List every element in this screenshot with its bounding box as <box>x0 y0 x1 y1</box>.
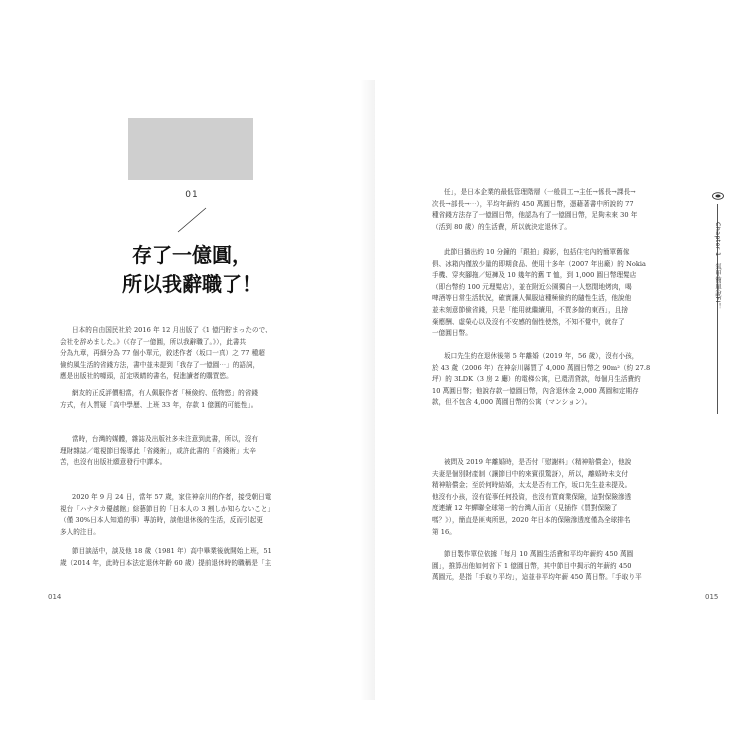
text-line: 當時，台灣的媒體，雜誌及出版社多未注意到此書，所以，沒有 <box>72 435 259 443</box>
text-line: 種省錢方法存了一億圓日幣，他認為有了一億圓日幣，足夠未來 30 年 <box>432 211 638 220</box>
text-line: 日本的自由国民社於 2016 年 12 月出版了《1 億円貯まったので、 <box>72 326 272 334</box>
chapter-marker-icon <box>712 192 724 200</box>
text-line: 於 43 歲（2006 年）在神奈川縣買了 4,000 萬圓日幣之 90m²（約 27.8 <box>432 363 651 372</box>
text-line: 棄應酬、虛榮心以及沒有不安感的個性使然，不知不覺中，就存了 <box>432 317 625 326</box>
paragraph <box>60 492 322 538</box>
text-line: 分為九章，再細分為 77 個小單元，敘述作者（坂口一真）之 77 種超 <box>60 349 265 358</box>
text-line: 方式，有人質疑「高中學歷、上班 33 年，存款 1 億圓的可能性」。 <box>60 400 258 409</box>
paragraph <box>60 325 322 383</box>
text-line: 儉約風生活的省錢方法，書中並未提到「我存了一億圓⋯」的語詞， <box>60 360 260 369</box>
running-head <box>712 192 724 422</box>
paragraph <box>60 388 322 411</box>
paragraph <box>60 434 322 469</box>
text-line: 被問及 2019 年離婚時，是否付「慰謝料」（精神賠償金），他說 <box>444 458 632 466</box>
text-line: 款，但不包含 4,000 萬圓日幣的公寓（マンション）。 <box>432 398 592 407</box>
text-line: 視台「ハナタカ優越館」綜藝節目的「日本人の 3 割しか知らないこと」 <box>60 504 275 513</box>
paragraph <box>432 457 694 538</box>
text-line: 此節目播出約 10 分鐘的「跟拍」錄影，包括住宅內的簡單舊傢 <box>444 248 630 256</box>
text-line: 一億圓日幣。 <box>432 329 472 338</box>
text-line: 会社を辞めました。》（《存了一億圓，所以我辭職了。》），此書共 <box>60 337 247 346</box>
paragraph <box>432 187 694 233</box>
page-number-left: 014 <box>48 593 62 601</box>
text-line: 度連續 12 年蟬聯全球第一的台灣人而言（見插作《買對保險了 <box>432 504 618 513</box>
page-number-right: 015 <box>705 593 719 601</box>
text-line: 精神賠償金；至於何時結婚，太太是否有工作，坂口先生並未提及。 <box>432 481 632 490</box>
text-line: 苦，也沒有出版社願意發行中譯本。 <box>60 458 167 467</box>
text-line: 啤酒等日常生活狀況，確實讓人佩服這種極儉約的隨性生活，他說他 <box>432 294 632 303</box>
text-line: 10 萬圓日幣；他說存款一億圓日幣，內含退休金 2,000 萬圓和定期存 <box>432 386 639 395</box>
text-line: 多人的注目。 <box>60 527 100 536</box>
text-line: 嗎？》），簡直是匪夷所思，2020 年日本的保險滲透度僅為全球排名 <box>432 515 631 524</box>
text-line: 坂口先生約在退休後第 5 年離婚（2019 年，56 歲），沒有小孩， <box>444 352 639 360</box>
text-line: 次長→部長→⋯），平均年薪約 450 萬圓日幣，憑藉著書中所說的 77 <box>432 199 634 208</box>
text-line: 任」，是日本企業的最低管理階層（一般員工→主任→係長→課長→ <box>444 188 636 196</box>
chapter-number: 01 <box>185 190 199 200</box>
text-line: 圓」，推算出他如何省下 1 億圓日幣，其中節目中揭示的年薪約 450 <box>432 561 632 570</box>
text-line: 坪）的 3LDK（3 房 2 廳）的電梯公寓，已還清貸款，每個月生活費約 <box>432 375 641 384</box>
text-line: （僅 30%日本人知道的事）專訪時，談他退休後的生活，反而引起更 <box>60 516 263 525</box>
chapter-image-placeholder <box>128 118 253 180</box>
slash-divider-icon <box>176 207 208 233</box>
running-head-text: Chapter 1 氣甲簡單說FI！ <box>714 222 722 310</box>
text-line: （即台幣約 100 元理髮店），並在附近公園獨自一人悠閒地烤肉，喝 <box>432 282 632 291</box>
paragraph <box>60 546 322 569</box>
text-line: 節目談話中，談及他 18 歲（1981 年）高中畢業後就開始上班，51 <box>72 547 272 555</box>
paragraph <box>432 351 694 409</box>
title-line-1: 存了一億圓， <box>132 243 252 267</box>
text-line: （活到 80 歲）的生活費，所以就決定退休了。 <box>432 222 572 231</box>
text-line: 歲（2014 年，此時日本法定退休年齡 60 歲）提前退休時的職稱是「主 <box>60 558 272 567</box>
text-line: 2020 年 9 月 24 日，當年 57 歲，家住神奈川的作者，接受朝日電 <box>72 493 272 501</box>
text-line: 網友的正反評價相當，有人佩服作者「極儉約、低物慾」的省錢 <box>72 389 259 397</box>
title-line-2: 所以我辭職了！ <box>122 272 262 296</box>
text-line: 俱、冰箱內僅放少量的即期食品、使用十多年（2007 年出廠）的 Nokia <box>432 259 647 268</box>
paragraph <box>432 549 694 584</box>
text-line: 節目製作單位依據「每月 10 萬圓生活費和平均年薪約 450 萬圓 <box>444 550 634 558</box>
text-line: 應是出版社的噱頭，訂定吸睛的書名，促進讀者的購買慾。 <box>60 372 233 381</box>
text-line: 並未刻意節儉省錢，只是「能用就繼續用，不買多餘的東西」，且捨 <box>432 305 629 314</box>
chapter-title <box>62 241 322 299</box>
text-line: 理財雜誌／電視節目報導此「省錢術」，或許此書的「省錢術」太辛 <box>60 446 257 455</box>
text-line: 手機、穿夾腳拖／短褲及 10 幾年的舊 T 恤，到 1,000 圓日幣理髮店 <box>432 271 637 280</box>
paragraph <box>432 247 694 340</box>
text-line: 第 16。 <box>432 527 456 536</box>
text-line: 夫妻是個別財產制（讓節目中的來賓很驚訝），所以，離婚時未支付 <box>432 469 629 478</box>
text-line: 萬圓元，是指「手取り平均」，這並非平均年薪 450 萬日幣。「手取り平 <box>432 573 642 582</box>
text-line: 他沒有小孩，沒有從事任何投資，也沒有買商業保險，這對保險滲透 <box>432 492 632 501</box>
